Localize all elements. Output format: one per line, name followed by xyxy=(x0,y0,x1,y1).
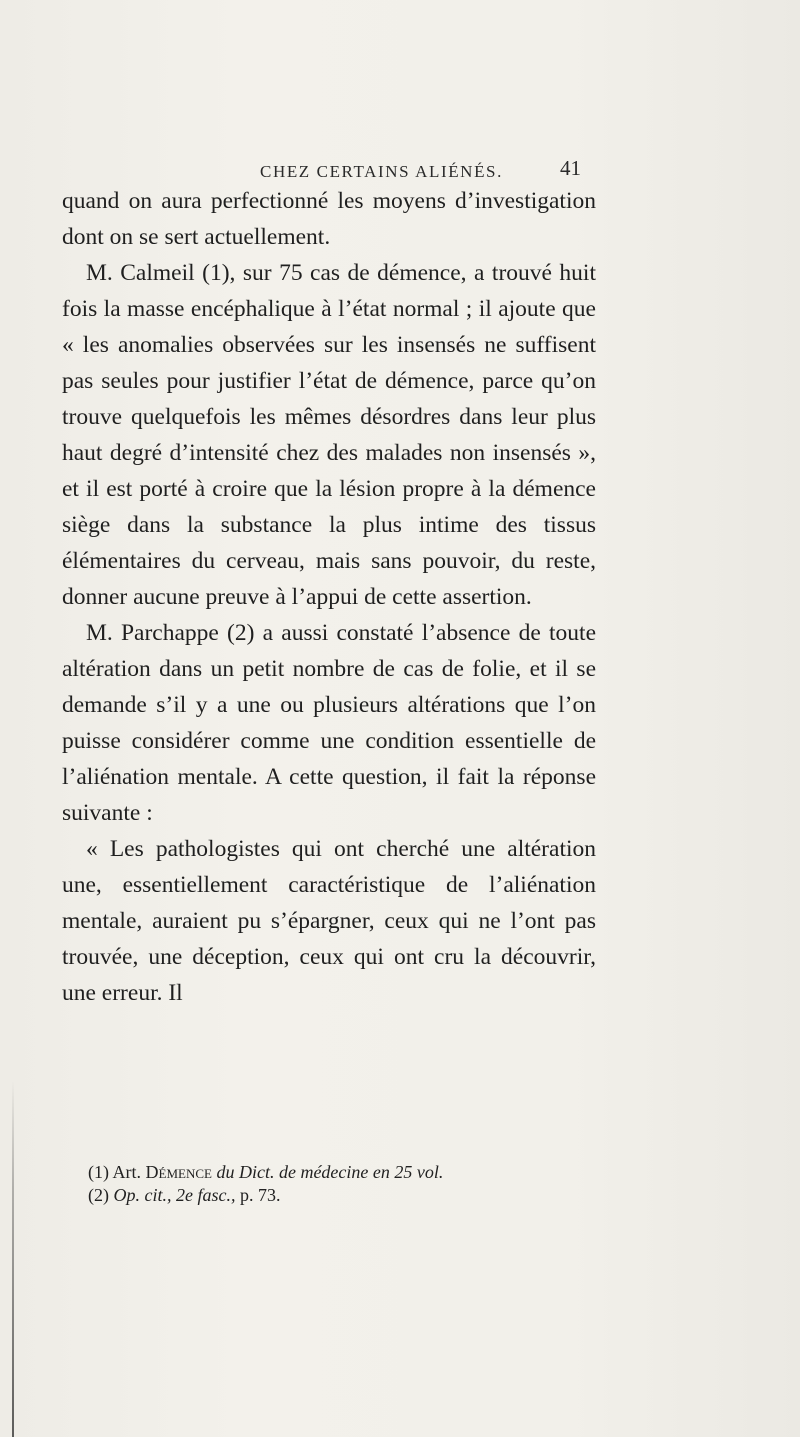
page-edge-shadow xyxy=(12,1080,14,1437)
page-number: 41 xyxy=(560,156,581,180)
paragraph-2: M. Calmeil (1), sur 75 cas de démence, a trouvé huit fois la masse encéphalique à l’état normal ; il ajoute que « les anomalies observées sur les insensés ne suffisent pas seules pour justifier l’état de démence, parce qu’on trouve quelquefois les mêmes désordres dans leur plus haut degré d’intensité chez des malades non insensés », et il est porté à croire que la lésion propre à la démence siège dans la substance la plus intime des tissus élémentaires du cerveau, mais sans pouvoir, du reste, donner aucune preuve à l’appui de cette assertion. xyxy=(62,260,596,610)
footnote-2-marker: (2) xyxy=(88,1185,109,1205)
footnote-2 xyxy=(88,1184,608,1207)
footnote-2-page: p. 73. xyxy=(239,1185,281,1205)
running-head: CHEZ CERTAINS ALIÉNÉS. xyxy=(260,162,503,181)
footnote-1 xyxy=(88,1161,608,1184)
footnote-1-term: Démence xyxy=(145,1162,212,1182)
paragraph-4-quote: « Les pathologistes qui ont cherché une altération une, essentiellement caractéristique de l’aliénation mentale, auraient pu s’épargner, ceux qui ne l’ont pas trouvée, une déception, ceux qui ont cru la découvrir, une erreur. Il xyxy=(62,836,596,1006)
body-text xyxy=(62,183,596,1011)
footnotes xyxy=(88,1161,608,1207)
footnote-2-source: Op. cit., 2e fasc., xyxy=(113,1185,236,1205)
paragraph-3: M. Parchappe (2) a aussi constaté l’absence de toute altération dans un petit nombre de cas de folie, et il se demande s’il y a une ou plusieurs altérations que l’on puisse considérer comme une condition essentielle de l’aliénation mentale. A cette question, il fait la réponse suivante : xyxy=(62,620,596,826)
footnote-1-prefix: Art. xyxy=(112,1162,142,1182)
footnote-1-source: du Dict. de médecine en 25 vol. xyxy=(216,1162,444,1182)
footnote-1-marker: (1) xyxy=(88,1162,109,1182)
paragraph-1: quand on aura perfectionné les moyens d’investigation dont on se sert actuellement. xyxy=(62,188,596,250)
